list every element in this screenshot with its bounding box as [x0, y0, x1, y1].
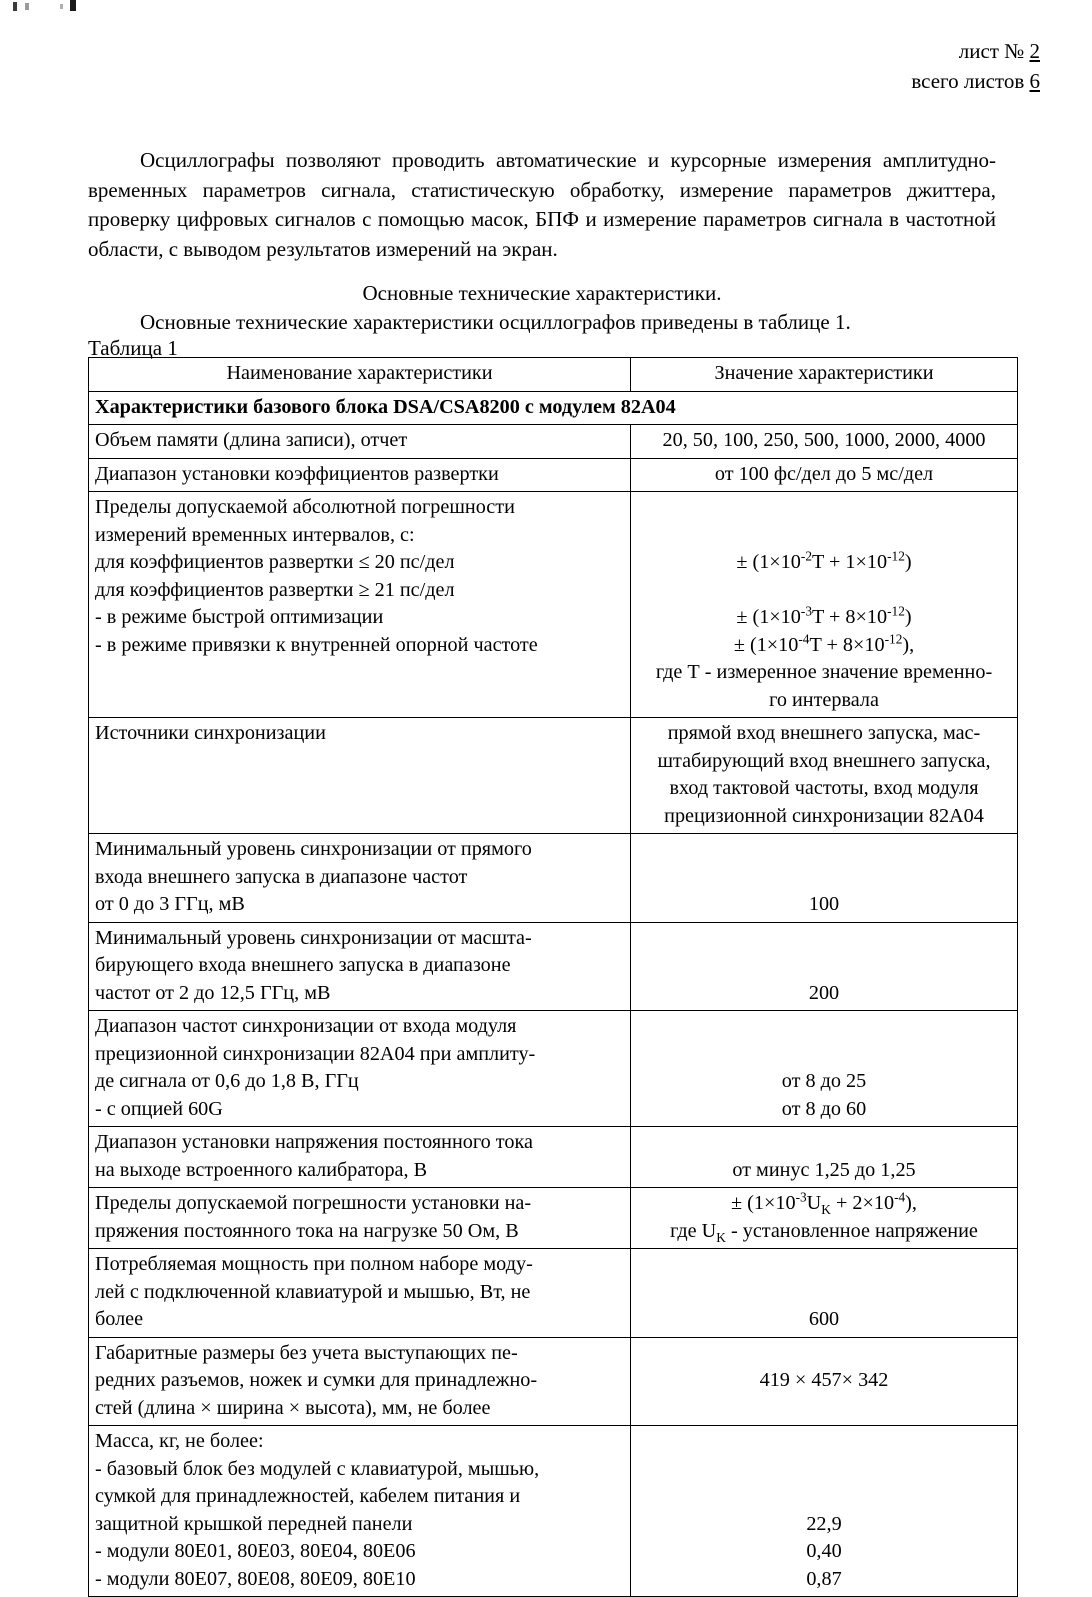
cell-line: де сигнала от 0,6 до 1,8 В, ГГц — [95, 1070, 359, 1092]
cell-line: пряжения постоянного тока на нагрузке 50 Ом, В — [95, 1219, 519, 1242]
cell-line — [637, 1340, 1011, 1368]
specifications-table — [88, 357, 1018, 1597]
cell-line: прецизионной синхронизации 82А04 при амплиту- — [95, 1042, 536, 1065]
cell-line: где $U_K$ - установленное напряжение — [670, 1219, 978, 1245]
row-value-cell — [631, 1337, 1018, 1426]
section-heading: Основные технические характеристики. — [362, 281, 722, 305]
cell-line — [637, 1279, 1011, 1307]
cell-line: где Т - измеренное значение временно- — [655, 661, 993, 683]
cell-line: от 8 до 25 — [781, 1070, 867, 1092]
cell-line: от минус 1,25 до 1,25 — [732, 1158, 916, 1181]
cell-line: Минимальный уровень синхронизации от масшта- — [95, 926, 532, 949]
section-row-label: Характеристики базового блока DSA/CSA8200 с модулем 82А04 — [89, 391, 1018, 425]
cell-line — [637, 952, 1011, 980]
row-value-cell — [631, 492, 1018, 718]
cell-line: от 8 до 60 — [781, 1097, 867, 1120]
row-value-cell — [631, 1188, 1018, 1249]
cell-line — [637, 836, 1011, 864]
cell-line: сумкой для принадлежностей, кабелем питания и — [95, 1485, 521, 1507]
row-value-cell — [631, 1249, 1018, 1338]
row-name-cell — [89, 1188, 631, 1249]
cell-line: стей (длина × ширина × высота), мм, не более — [95, 1396, 491, 1419]
table-row — [89, 922, 1018, 1011]
cell-line: Пределы допускаемой погрешности установки на- — [95, 1192, 532, 1214]
cell-line: Диапазон установки напряжения постоянного тока — [95, 1131, 533, 1153]
total-sheets-line — [911, 66, 1040, 96]
row-name-cell — [89, 458, 631, 492]
cell-line — [637, 1456, 1011, 1484]
cell-line: от 100 фс/дел до 5 мс/дел — [714, 462, 934, 485]
cell-line — [637, 1251, 1011, 1279]
column-header-name: Наименование характеристики — [89, 358, 631, 392]
table-section-row — [89, 391, 1018, 425]
scan-artifact — [60, 4, 63, 9]
cell-line: Потребляемая мощность при полном наборе моду- — [95, 1253, 533, 1275]
table-row — [89, 1337, 1018, 1426]
cell-line: - базовый блок без модулей с клавиатурой, мышью, — [95, 1457, 540, 1480]
scan-artifact — [25, 3, 29, 10]
row-value-cell — [631, 458, 1018, 492]
cell-line — [637, 925, 1011, 953]
cell-line: - в режиме быстрой оптимизации — [95, 606, 384, 628]
section-lead-in: Основные технические характеристики осциллографов приведены в таблице 1. — [140, 310, 851, 334]
cell-line: ± $(1\times 10^{-2}T + 1\times 10^{-12})$ — [736, 548, 912, 573]
cell-line: Габаритные размеры без учета выступающих пе- — [95, 1341, 518, 1364]
sheet-number-line — [911, 36, 1040, 66]
cell-line: на выходе встроенного калибратора, В — [95, 1158, 428, 1181]
table-header-row — [89, 358, 1018, 392]
cell-line: Источники синхронизации — [95, 722, 326, 744]
cell-line: 600 — [808, 1308, 840, 1330]
cell-line — [637, 522, 1011, 550]
cell-line: входа внешнего запуска в диапазоне частот — [95, 865, 468, 888]
table-caption: Таблица 1 — [88, 336, 178, 360]
specifications-table-body — [89, 358, 1018, 1597]
cell-line: Объем памяти (длина записи), отчет — [95, 429, 408, 451]
row-value-cell — [631, 1426, 1018, 1597]
cell-line: частот от 2 до 12,5 ГГц, мВ — [95, 981, 331, 1004]
table-row — [89, 1011, 1018, 1127]
table-row — [89, 1127, 1018, 1188]
cell-line: 22,9 — [806, 1512, 842, 1535]
cell-line: от 0 до 3 ГГц, мВ — [95, 893, 245, 915]
cell-line — [637, 1428, 1011, 1456]
cell-line: измерений временных интервалов, с: — [95, 523, 415, 546]
table-row — [89, 834, 1018, 923]
column-header-value: Значение характеристики — [631, 358, 1018, 392]
cell-line: Пределы допускаемой абсолютной погрешности — [95, 496, 515, 518]
intro-paragraph-block — [88, 146, 996, 264]
table-row — [89, 458, 1018, 492]
cell-line: 0,40 — [806, 1540, 842, 1562]
row-name-cell — [89, 718, 631, 834]
cell-line: - с опцией 60G — [95, 1097, 223, 1120]
cell-line: Диапазон частот синхронизации от входа модуля — [95, 1015, 517, 1037]
table-row — [89, 1426, 1018, 1597]
row-name-cell — [89, 1337, 631, 1426]
cell-line: Масса, кг, не более: — [95, 1430, 264, 1452]
table-row — [89, 718, 1018, 834]
scan-artifact — [70, 0, 76, 11]
cell-line: 20, 50, 100, 250, 500, 1000, 2000, 4000 — [662, 429, 986, 451]
table-row — [89, 1249, 1018, 1338]
cell-line: для коэффициентов развертки ≥ 21 пс/дел — [95, 578, 455, 601]
intro-paragraph: Осциллографы позволяют проводить автоматические и курсорные измерения амплитудно-временных параметров сигнала, статистическую обработку, измерение параметров джиттера, проверку цифровых сигналов с помощью масок, БПФ и измерение параметров сигнала в частотной области, с выводом результатов измерений на экран. — [88, 148, 996, 261]
page-header — [911, 36, 1040, 96]
cell-line: Минимальный уровень синхронизации от прямого — [95, 838, 532, 860]
row-value-cell — [631, 922, 1018, 1011]
cell-line: ± $(1\times 10^{-3}U_K + 2\times 10^{-4})$, — [731, 1189, 917, 1218]
sheet-label: лист № — [958, 39, 1030, 63]
row-value-cell — [631, 425, 1018, 459]
cell-line: го интервала — [769, 688, 879, 711]
row-name-cell — [89, 492, 631, 718]
table-row — [89, 425, 1018, 459]
cell-line — [637, 1013, 1011, 1041]
cell-line: лей с подключенной клавиатурой и мышью, Вт, не — [95, 1280, 531, 1303]
cell-line: ± $(1\times 10^{-4}T + 8\times 10^{-12})$, — [733, 630, 915, 656]
row-value-cell — [631, 834, 1018, 923]
cell-line: - модули 80Е07, 80Е08, 80Е09, 80Е10 — [95, 1567, 416, 1590]
row-value-cell — [631, 718, 1018, 834]
sheet-number: 2 — [1029, 39, 1040, 63]
cell-line: более — [95, 1308, 144, 1330]
cell-line — [637, 864, 1011, 892]
row-name-cell — [89, 922, 631, 1011]
cell-line: 419 × 457× 342 — [759, 1369, 889, 1391]
table-row — [89, 492, 1018, 718]
cell-line: прецизионной синхронизации 82А04 — [664, 804, 984, 827]
row-name-cell — [89, 1011, 631, 1127]
cell-line — [637, 577, 1011, 605]
scan-artifact — [13, 2, 17, 11]
cell-line: - модули 80Е01, 80Е03, 80Е04, 80Е06 — [95, 1540, 416, 1562]
total-number: 6 — [1029, 69, 1040, 93]
row-name-cell — [89, 425, 631, 459]
row-name-cell — [89, 1249, 631, 1338]
cell-line — [637, 494, 1011, 522]
cell-line — [637, 1041, 1011, 1069]
cell-line: 100 — [808, 893, 840, 915]
total-label: всего листов — [911, 69, 1030, 93]
cell-line: Диапазон установки коэффициентов развертки — [95, 462, 499, 485]
cell-line: 200 — [808, 981, 840, 1004]
row-value-cell — [631, 1011, 1018, 1127]
row-value-cell — [631, 1127, 1018, 1188]
cell-line: штабирующий вход внешнего запуска, — [657, 749, 991, 772]
cell-line: редних разъемов, ножек и сумки для принадлежно- — [95, 1369, 538, 1391]
row-name-cell — [89, 1426, 631, 1597]
cell-line: вход тактовой частоты, вход модуля — [669, 777, 979, 799]
cell-line: - в режиме привязки к внутренней опорной частоте — [95, 633, 538, 656]
cell-line: бирующего входа внешнего запуска в диапазоне — [95, 954, 511, 976]
cell-line: для коэффициентов развертки ≤ 20 пс/дел — [95, 551, 455, 573]
cell-line: 0,87 — [806, 1567, 842, 1590]
cell-line: прямой вход внешнего запуска, мас- — [667, 722, 981, 744]
cell-line — [637, 1483, 1011, 1511]
cell-line: ± $(1\times 10^{-3}T + 8\times 10^{-12})$ — [736, 603, 912, 628]
cell-line: защитной крышкой передней панели — [95, 1512, 413, 1535]
cell-line — [637, 1395, 1011, 1423]
cell-line — [637, 1129, 1011, 1157]
row-name-cell — [89, 1127, 631, 1188]
row-name-cell — [89, 834, 631, 923]
table-row — [89, 1188, 1018, 1249]
